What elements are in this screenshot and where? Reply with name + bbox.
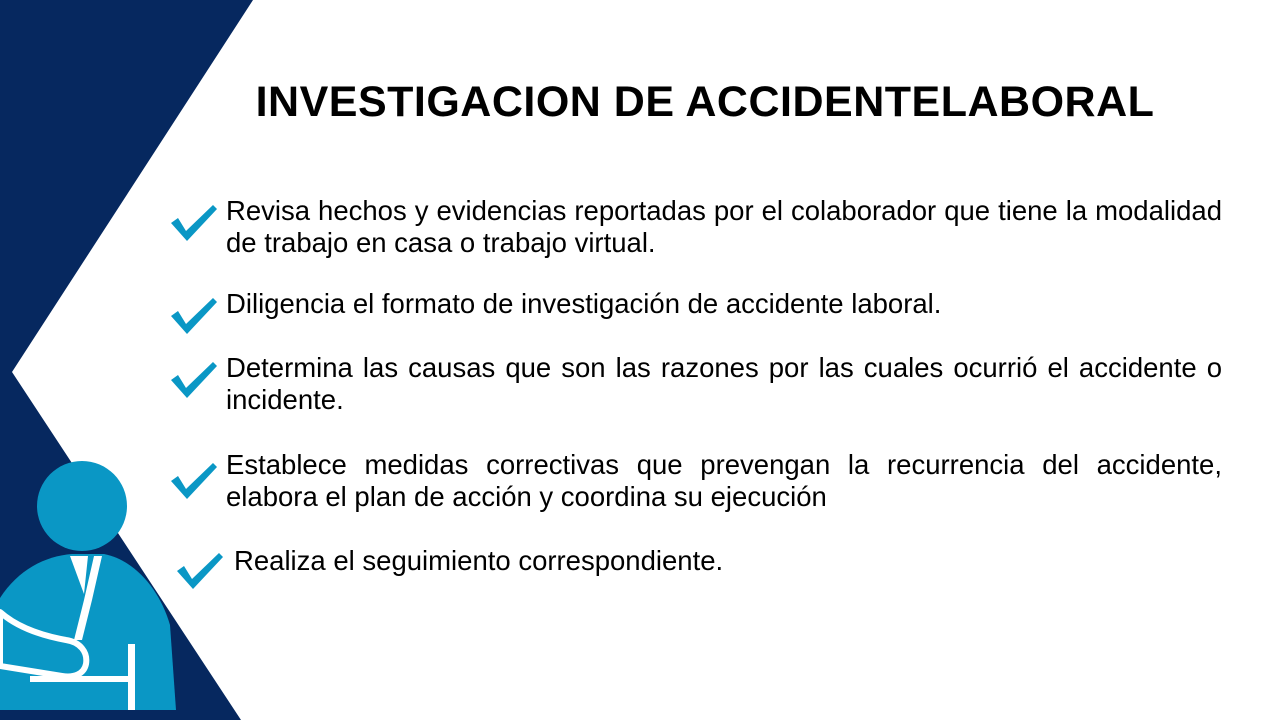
checkmark-icon [168, 201, 218, 241]
bullet-text: Revisa hechos y evidencias reportadas por el colaborador que tiene la modalidad de trabajo en casa o trabajo virtual. [226, 195, 1222, 258]
checkmark-icon [174, 549, 224, 589]
bullet-text: Determina las causas que son las razones por las cuales ocurrió el accidente o incidente. [226, 352, 1222, 415]
checkmark-icon [168, 358, 218, 398]
bullet-text: Establece medidas correctivas que prevengan la recurrencia del accidente, elabora el plan de acción y coordina su ejecución [226, 449, 1222, 512]
bullet-text: Diligencia el formato de investigación de accidente laboral. [226, 288, 942, 319]
bullet-text: Realiza el seguimiento correspondiente. [234, 545, 724, 576]
checkmark-icon [168, 459, 218, 499]
checkmark-icon [168, 294, 218, 334]
slide-title: INVESTIGACION DE ACCIDENTELABORAL [255, 78, 1155, 126]
